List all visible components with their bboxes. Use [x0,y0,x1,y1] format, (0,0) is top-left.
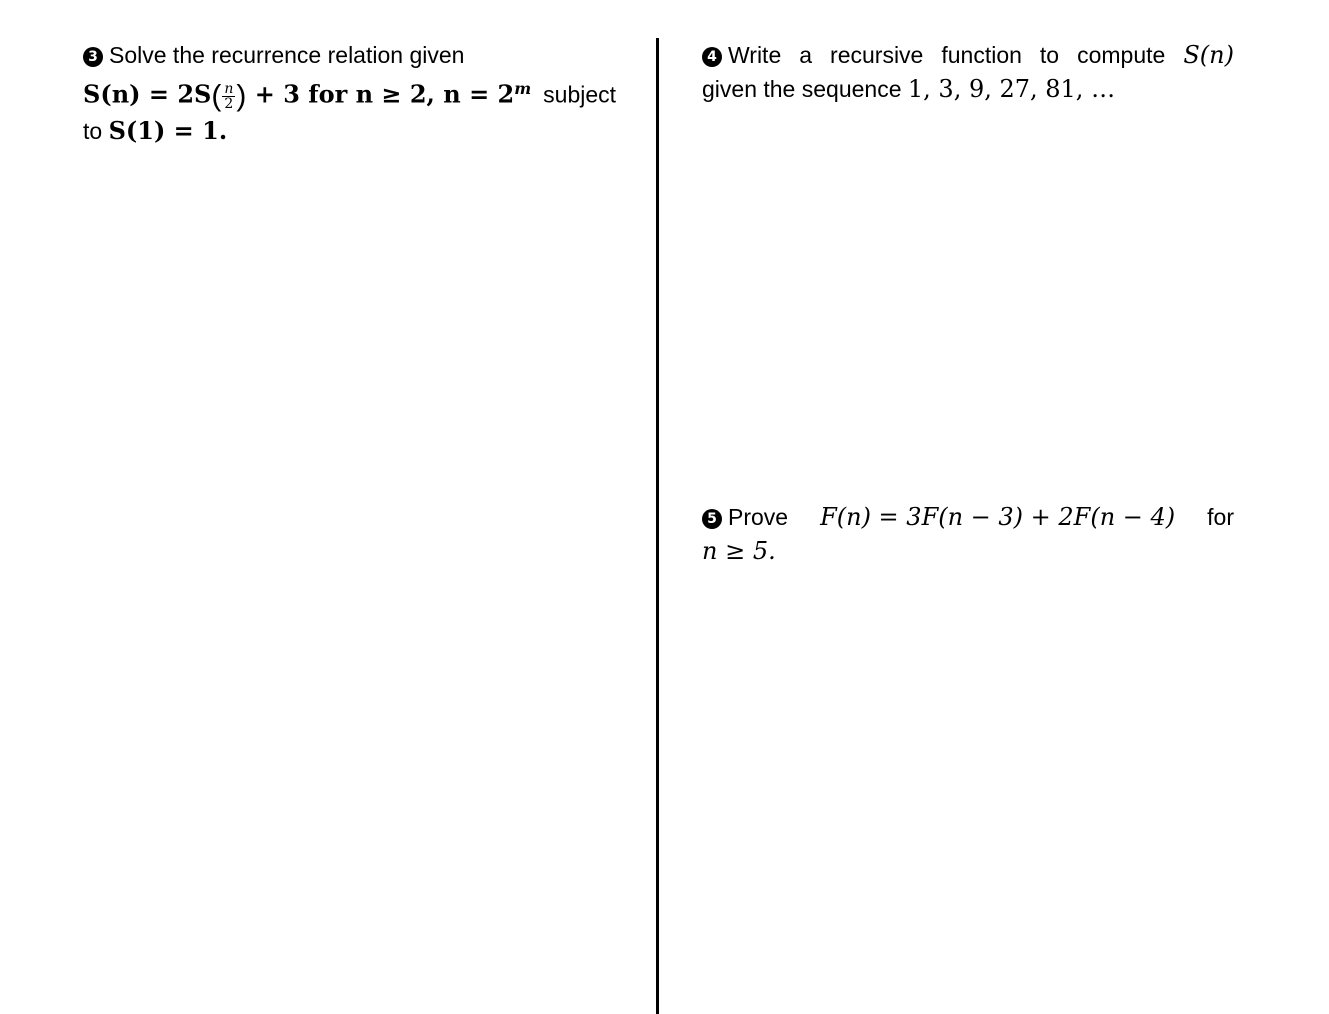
fraction-numerator: n [224,81,234,98]
number-4-badge-icon: 4 [702,47,722,67]
range-condition: n ≥ 5. [702,537,776,565]
word-write: Write [728,42,782,68]
to-word: to [83,117,103,144]
word-compute: compute [1077,42,1166,68]
word-recursive: recursive [830,42,924,68]
problem-4-line-1 [702,38,1234,72]
problem-4 [702,38,1234,106]
problem-5 [702,500,1234,568]
word-to: to [1039,42,1060,68]
word-function: function [941,42,1022,68]
paren-close: ) [236,79,247,113]
word-a: a [799,42,813,68]
problem-5-line-2 [702,534,1234,568]
fraction [222,82,235,111]
equation-coef: 2S [177,79,212,109]
subject-word: subject [543,81,617,108]
equation-lhs: S(n) = [83,79,178,109]
problem-3 [83,38,628,148]
function-notation: S(n) [1183,41,1234,69]
word-for: for [1207,504,1234,530]
fraction-denominator: 2 [224,96,234,113]
equation-rest: + 3 for n ≥ 2, n = 2 [246,79,515,109]
problem-3-line-3 [83,114,628,148]
problem-3-line-2 [83,72,628,114]
sequence-intro: given the sequence [702,76,908,102]
column-divider [656,38,659,1014]
problem-3-intro: Solve the recurrence relation given [109,42,465,68]
initial-condition: S(1) = 1. [108,115,228,145]
problem-5-line-1 [702,500,1234,534]
problem-3-line-1 [83,38,628,72]
word-prove: Prove [728,504,789,530]
number-3-badge-icon: 3 [83,47,103,67]
recurrence-formula: F(n) = 3F(n − 3) + 2F(n − 4) [820,503,1176,531]
number-5-badge-icon: 5 [702,509,722,529]
equation-exponent: m [514,79,532,98]
paren-open: ( [211,79,222,113]
sequence-values: 1, 3, 9, 27, 81, … [907,75,1116,103]
problem-4-line-2 [702,72,1234,106]
